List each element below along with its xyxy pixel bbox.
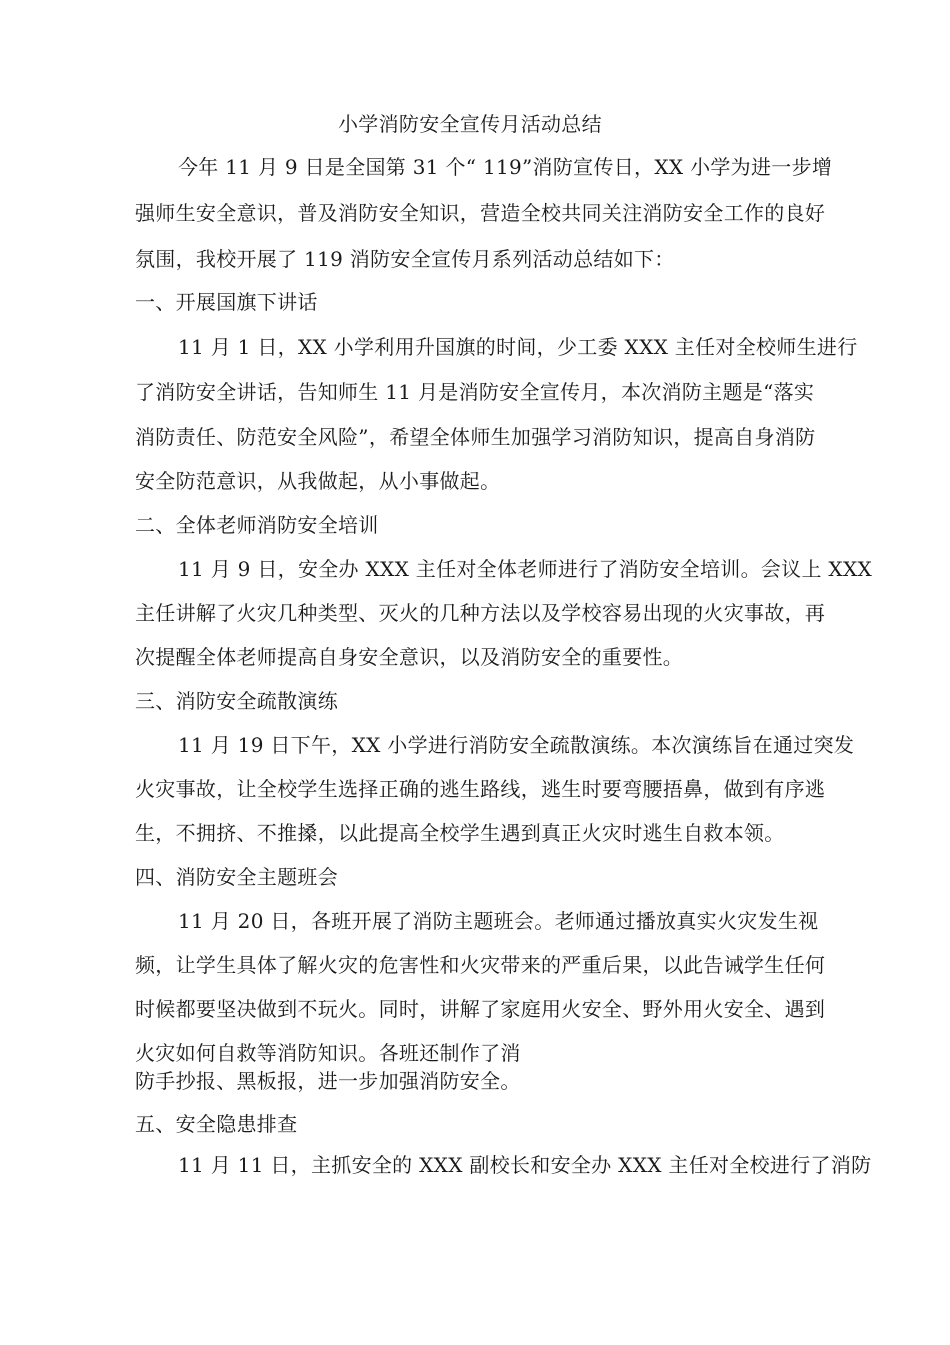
- section-5-line-1: 11 月 11 日，主抓安全的 XXX 副校长和安全办 XXX 主任对全校进行了消防: [178, 1153, 872, 1177]
- section-5-heading: 五、安全隐患排查: [135, 1112, 298, 1136]
- section-4-line-1: 11 月 20 日，各班开展了消防主题班会。老师通过播放真实火灾发生视: [178, 909, 819, 933]
- section-2-line-2: 主任讲解了火灾几种类型、灭火的几种方法以及学校容易出现的火灾事故，再: [135, 601, 826, 625]
- document-title: 小学消防安全宣传月活动总结: [338, 112, 602, 136]
- intro-line-1: 今年 11 月 9 日是全国第 31 个“ 119”消防宣传日，XX 小学为进一步增: [178, 155, 833, 179]
- section-1-line-1: 11 月 1 日，XX 小学利用升国旗的时间，少工委 XXX 主任对全校师生进行: [178, 335, 858, 359]
- section-4-line-4: 火灾如何自救等消防知识。各班还制作了消: [135, 1041, 521, 1065]
- section-2-line-3: 次提醒全体老师提高自身安全意识，以及消防安全的重要性。: [135, 645, 684, 669]
- intro-line-3: 氛围，我校开展了 119 消防安全宣传月系列活动总结如下：: [135, 247, 675, 271]
- section-3-heading: 三、消防安全疏散演练: [135, 689, 338, 713]
- section-2-heading: 二、全体老师消防安全培训: [135, 513, 379, 537]
- section-3-line-2: 火灾事故，让全校学生选择正确的逃生路线，逃生时要弯腰捂鼻，做到有序逃: [135, 777, 826, 801]
- section-4-heading: 四、消防安全主题班会: [135, 865, 338, 889]
- section-2-line-1: 11 月 9 日，安全办 XXX 主任对全体老师进行了消防安全培训。会议上 XXX: [178, 557, 873, 581]
- intro-line-2: 强师生安全意识，普及消防安全知识，营造全校共同关注消防安全工作的良好: [135, 201, 826, 225]
- section-4-line-2: 频，让学生具体了解火灾的危害性和火灾带来的严重后果，以此告诫学生任何: [135, 953, 826, 977]
- section-1-line-4: 安全防范意识，从我做起，从小事做起。: [135, 469, 501, 493]
- section-1-line-3: 消防责任、防范安全风险”，希望全体师生加强学习消防知识，提高自身消防: [135, 425, 816, 449]
- section-4-line-3: 时候都要坚决做到不玩火。同时，讲解了家庭用火安全、野外用火安全、遇到: [135, 997, 826, 1021]
- section-4-line-5: 防手抄报、黑板报，进一步加强消防安全。: [135, 1069, 521, 1093]
- section-3-line-1: 11 月 19 日下午，XX 小学进行消防安全疏散演练。本次演练旨在通过突发: [178, 733, 855, 757]
- section-1-heading: 一、开展国旗下讲话: [135, 290, 318, 314]
- section-1-line-2: 了消防安全讲话，告知师生 11 月是消防安全宣传月，本次消防主题是“落实: [135, 380, 815, 404]
- section-3-line-3: 生，不拥挤、不推搡，以此提高全校学生遇到真正火灾时逃生自救本领。: [135, 821, 785, 845]
